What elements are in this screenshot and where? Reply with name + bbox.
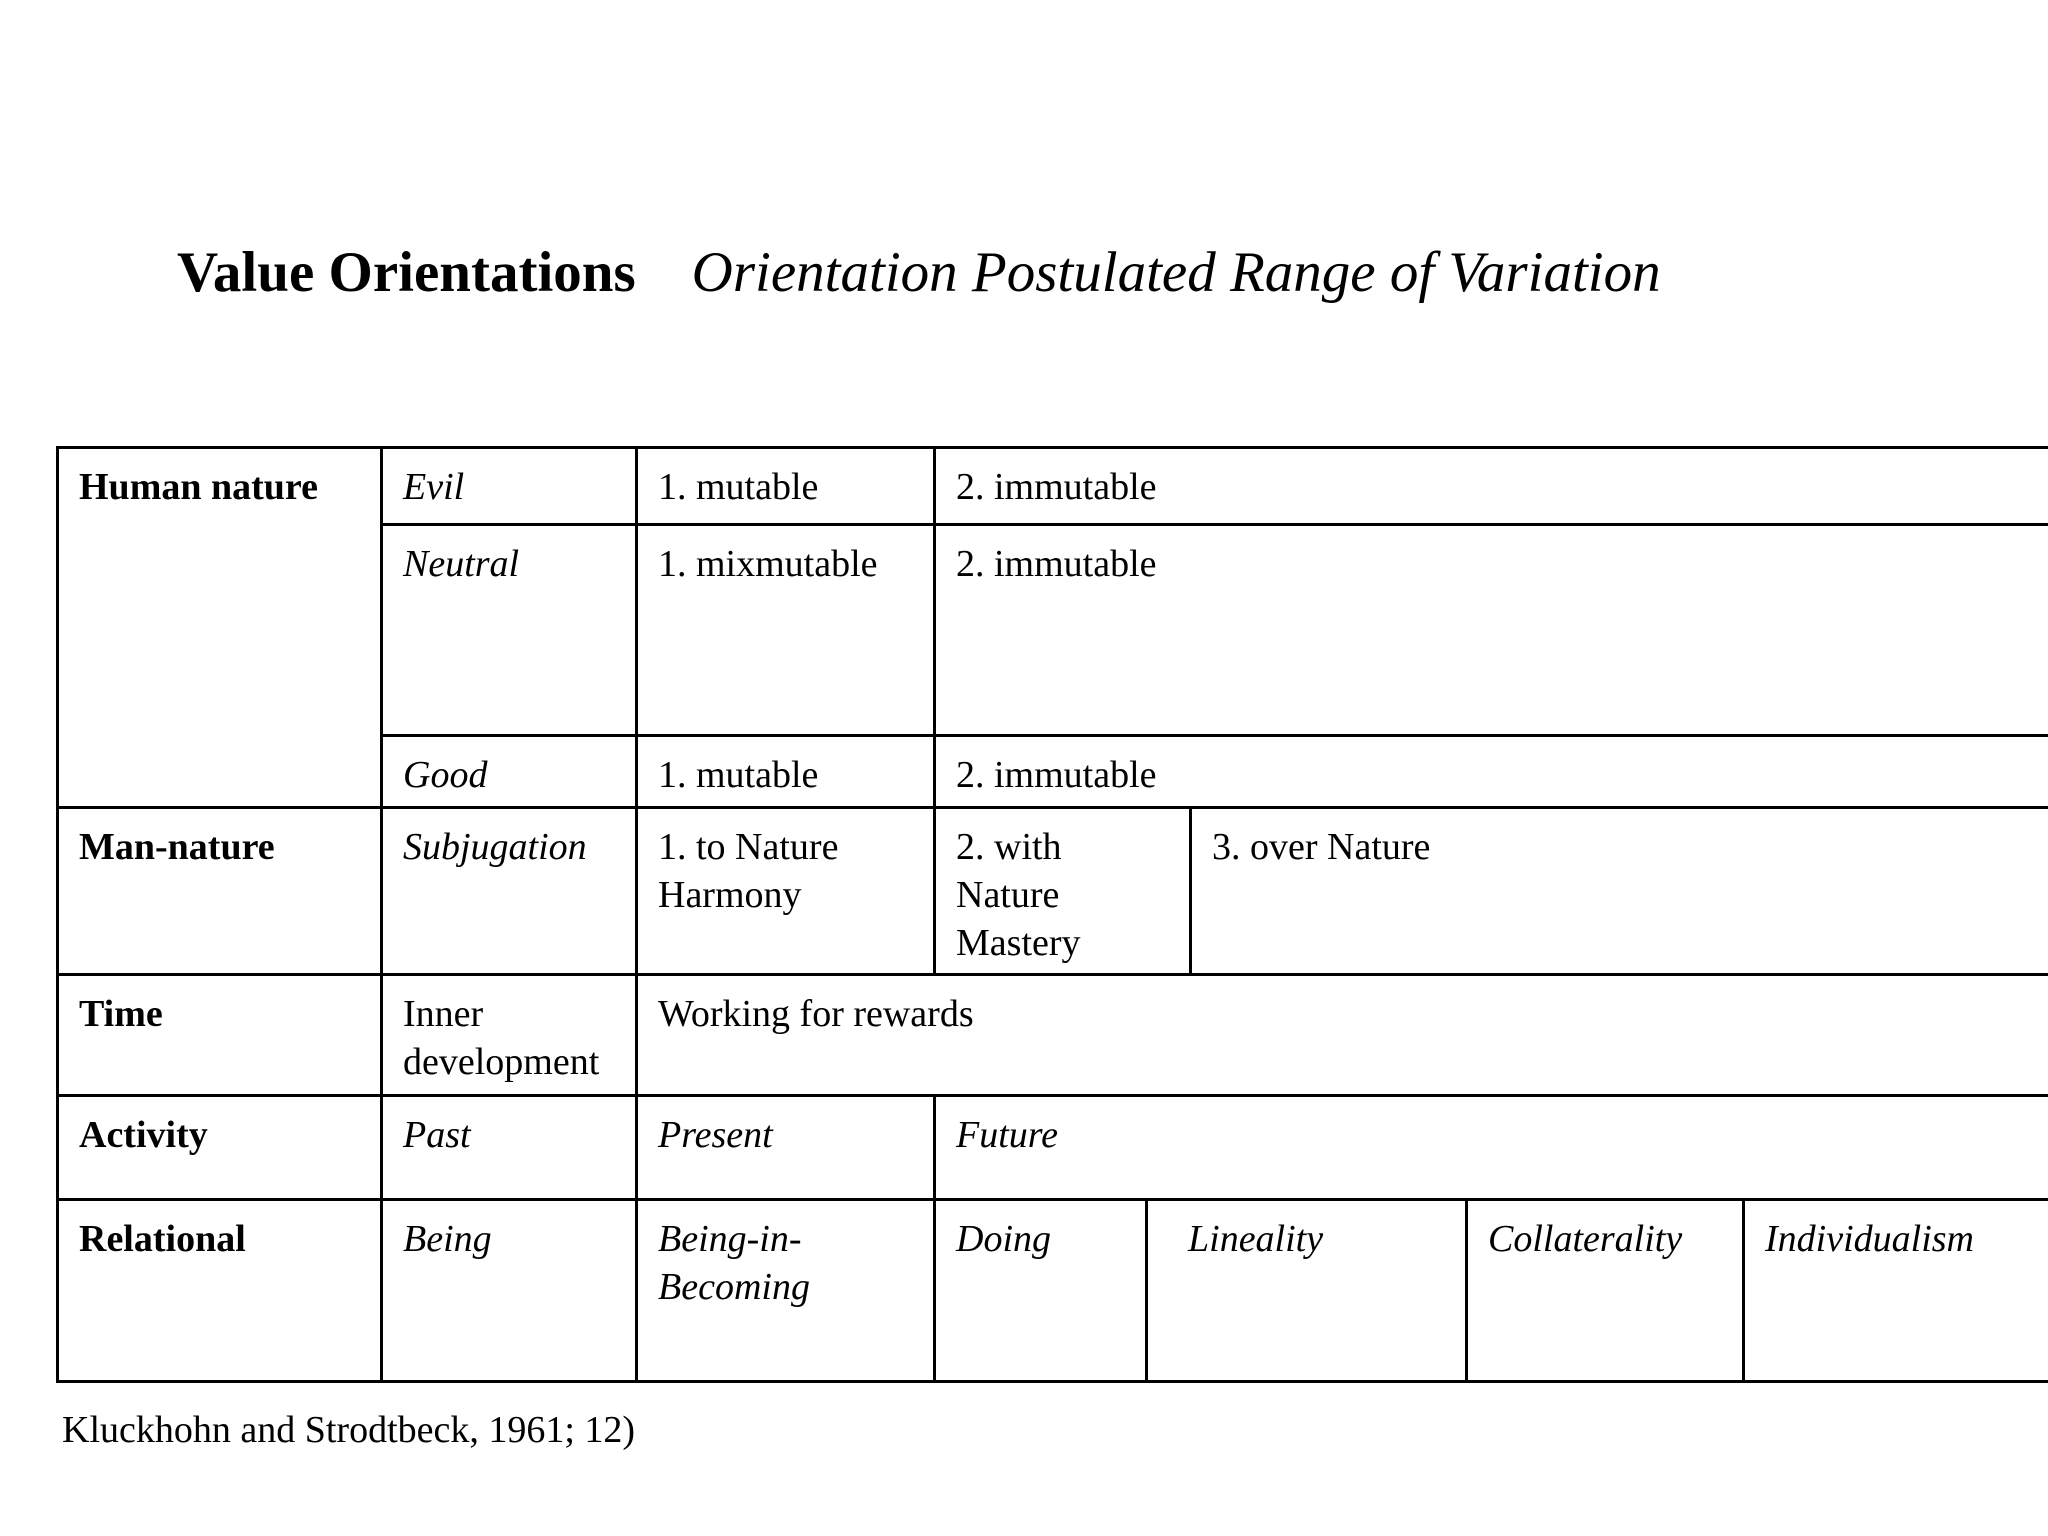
variation-cell-relational-lineality: Lineality	[1147, 1200, 1467, 1382]
variation-cell-good-second: 2. immutable	[935, 736, 2048, 808]
table-row-relational	[58, 1200, 2048, 1382]
variation-cell-relational-doing: Doing	[935, 1200, 1147, 1382]
variation-cell-good-first: 1. mutable	[637, 736, 935, 808]
variation-cell-neutral-first: 1. mixmutable	[637, 525, 935, 736]
orientation-cell-good: Good	[382, 736, 637, 808]
table-row-activity	[58, 1096, 2048, 1200]
page-title	[177, 238, 1661, 308]
variation-cell-evil-second: 2. immutable	[935, 448, 2048, 525]
variation-cell-activity-present: Present	[637, 1096, 935, 1200]
variation-cell-relational-individualism: Individualism	[1744, 1200, 2048, 1382]
title-subtitle: Orientation Postulated Range of Variation	[691, 241, 1661, 304]
row-label-relational: Relational	[58, 1200, 382, 1382]
variation-cell-time-first: Inner development	[382, 975, 637, 1096]
variation-cell-time-second: Working for rewards	[637, 975, 2048, 1096]
variation-cell-activity-past: Past	[382, 1096, 637, 1200]
variation-cell-man-nature-third: 3. over Nature	[1191, 808, 2048, 975]
variation-cell-relational-collaterality: Collaterality	[1467, 1200, 1744, 1382]
row-label-time: Time	[58, 975, 382, 1096]
variation-cell-man-nature-first: 1. to Nature Harmony	[637, 808, 935, 975]
variation-cell-man-nature-second: 2. with Nature Mastery	[935, 808, 1191, 975]
source-citation: Kluckhohn and Strodtbeck, 1961; 12)	[62, 1409, 636, 1451]
title-main: Value Orientations	[177, 241, 636, 304]
variation-cell-neutral-second: 2. immutable	[935, 525, 2048, 736]
orientation-cell-neutral: Neutral	[382, 525, 637, 736]
value-orientations-table	[56, 446, 2048, 1383]
table-row-time	[58, 975, 2048, 1096]
orientation-cell-evil: Evil	[382, 448, 637, 525]
variation-cell-evil-first: 1. mutable	[637, 448, 935, 525]
table-row-human-nature-evil	[58, 448, 2048, 525]
row-label-man-nature: Man-nature	[58, 808, 382, 975]
row-label-human-nature: Human nature	[58, 448, 382, 808]
variation-cell-activity-future: Future	[935, 1096, 2048, 1200]
variation-cell-relational-being-in-becoming: Being-in-Becoming	[637, 1200, 935, 1382]
variation-cell-relational-being: Being	[382, 1200, 637, 1382]
row-label-activity: Activity	[58, 1096, 382, 1200]
orientation-cell-subjugation: Subjugation	[382, 808, 637, 975]
table-row-man-nature	[58, 808, 2048, 975]
